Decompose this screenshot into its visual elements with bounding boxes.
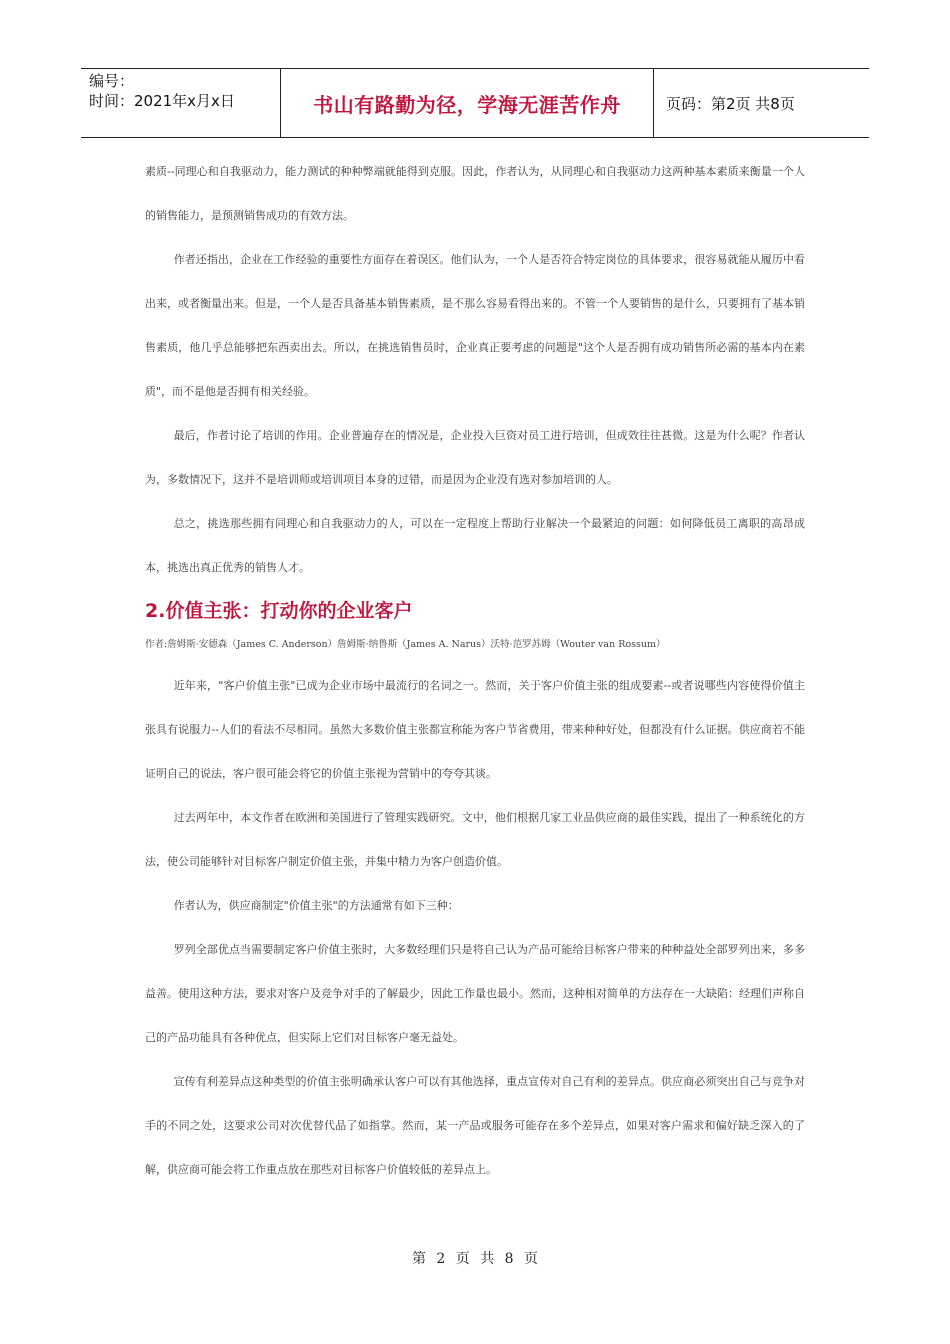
paragraph: 最后，作者讨论了培训的作用。企业普遍存在的情况是，企业投入巨资对员工进行培训，但成效往往甚微。这是为什么呢？作者认为，多数情况下，这并不是培训师或培训项目本身的过错，而是因为企业没有选对参加培训的人。 [145,429,805,486]
page-header [81,68,869,138]
paragraph: 罗列全部优点当需要制定客户价值主张时，大多数经理们只是将自己认为产品可能给目标客户带来的种种益处全部罗列出来，多多益善。使用这种方法，要求对客户及竞争对手的了解最少，因此工作量也最小。然而，这种相对简单的方法存在一大缺陷：经理们声称自己的产品功能具有各种优点，但实际上它们对目标客户毫无益处。 [145,943,805,1044]
page-footer: 第 2 页 共 8 页 [411,1251,539,1267]
header-page-number: 页码：第2页 共8页 [666,94,795,113]
paragraph: 总之，挑选那些拥有同理心和自我驱动力的人，可以在一定程度上帮助行业解决一个最紧迫的问题：如何降低员工离职的高昂成本，挑选出真正优秀的销售人才。 [145,517,805,574]
document-body [145,150,805,1192]
time-label: 时间：2021年x月x日 [89,92,235,110]
section-title: 2.价值主张：打动你的企业客户 [145,600,413,622]
paragraph: 素质--同理心和自我驱动力，能力测试的种种弊端就能得到克服。因此，作者认为，从同理心和自我驱动力这两种基本素质来衡量一个人的销售能力，是预测销售成功的有效方法。 [145,165,805,222]
section-authors: 作者:詹姆斯·安德森（James C. Anderson）詹姆斯·纳鲁斯（James A. Narus）沃特·范罗苏姆（Wouter van Rossum） [145,639,666,650]
paragraph: 过去两年中，本文作者在欧洲和美国进行了管理实践研究。文中，他们根据几家工业品供应商的最佳实践，提出了一种系统化的方法，使公司能够针对目标客户制定价值主张，并集中精力为客户创造价值。 [145,811,805,868]
header-motto: 书山有路勤为径，学海无涯苦作舟 [281,69,654,137]
paragraph: 作者还指出，企业在工作经验的重要性方面存在着误区。他们认为，一个人是否符合特定岗位的具体要求，很容易就能从履历中看出来，或者衡量出来。但是，一个人是否具备基本销售素质，是不那么容易看得出来的。不管一个人要销售的是什么，只要拥有了基本销售素质，他几乎总能够把东西卖出去。所以，在挑选销售员时，企业真正要考虑的问题是"这个人是否拥有成功销售所必需的基本内在素质"，而不是他是否拥有相关经验。 [145,253,805,398]
number-label: 编号： [89,72,135,90]
header-meta [81,69,281,137]
paragraph: 作者认为，供应商制定"价值主张"的方法通常有如下三种： [173,899,459,912]
paragraph: 近年来，"客户价值主张"已成为企业市场中最流行的名词之一。然而，关于客户价值主张的组成要素--或者说哪些内容使得价值主张具有说服力--人们的看法不尽相同。虽然大多数价值主张都宣称能为客户节省费用，带来种种好处，但都没有什么证据。供应商若不能证明自己的说法，客户很可能会将它的价值主张视为营销中的夸夸其谈。 [145,679,805,780]
paragraph: 宣传有利差异点这种类型的价值主张明确承认客户可以有其他选择，重点宣传对自己有利的差异点。供应商必须突出自己与竞争对手的不同之处，这要求公司对次优替代品了如指掌。然而，某一产品或服务可能存在多个差异点，如果对客户需求和偏好缺乏深入的了解，供应商可能会将工作重点放在那些对目标客户价值较低的差异点上。 [145,1075,805,1176]
